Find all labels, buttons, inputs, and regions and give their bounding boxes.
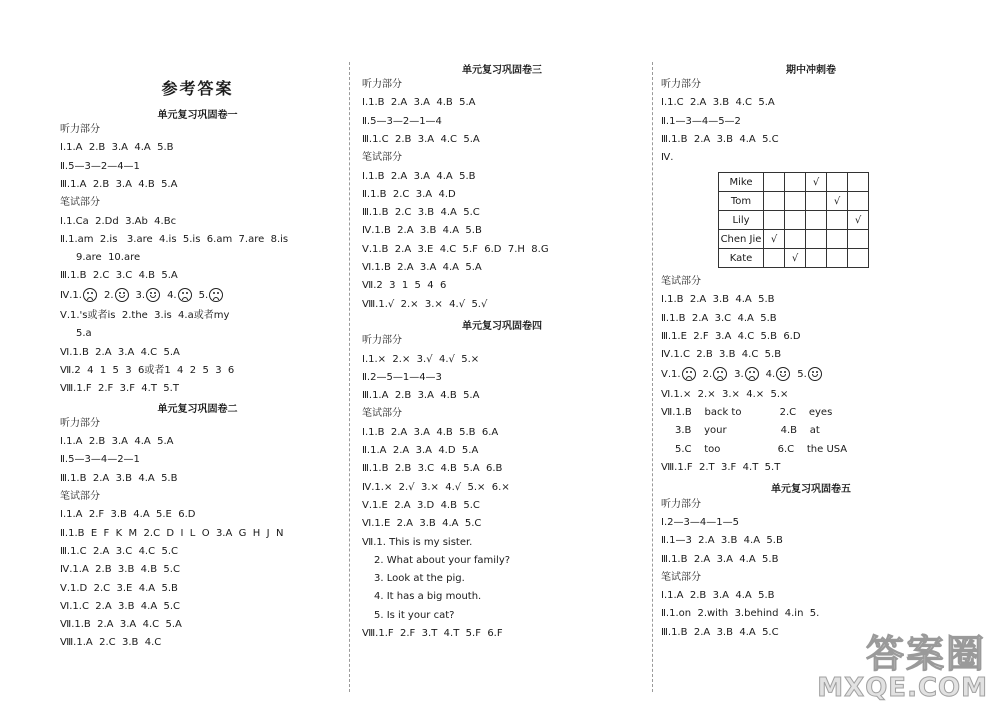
answer-line: Ⅱ.5—3—4—2—1 [60, 454, 140, 466]
matching-grid [718, 172, 869, 268]
answer-line: Ⅲ.1.B 2.C 3.C 4.B 5.A [60, 270, 178, 282]
grid-check-cell [806, 230, 827, 249]
item-number: 3. [135, 289, 146, 301]
grid-check-cell [848, 192, 869, 211]
grid-check-cell [827, 249, 848, 268]
answer-line: Ⅳ.1.C 2.B 3.B 4.C 5.B [661, 349, 782, 361]
answer-line: Ⅱ.1.B E F K M 2.C D I L O 3.A G H J N [60, 527, 284, 539]
answer-line: Ⅴ.1.D 2.C 3.E 4.A 5.B [60, 582, 178, 594]
answer-line: Ⅰ.1.A 2.B 3.A 4.A 5.B [60, 142, 174, 154]
grid-check-cell [764, 192, 785, 211]
answer-line: Ⅷ.1.F 2.F 3.F 4.T 5.T [60, 383, 179, 395]
answer-line: Ⅲ.1.B 2.A 3.A 4.A 5.B [661, 553, 779, 565]
answer-line: 笔试部分 [60, 197, 100, 209]
item-number: 2. [103, 289, 114, 301]
grid-name-cell: Mike [719, 173, 764, 192]
answer-line: Ⅶ.2 4 1 5 3 6或者1 4 2 5 3 6 [60, 364, 235, 376]
answer-line: Ⅲ.1.B 2.B 3.C 4.B 5.A 6.B [362, 463, 503, 475]
section-title: 期中冲刺卷 [786, 65, 836, 76]
item-number: 1. [671, 368, 681, 380]
item-number: 4. [167, 289, 177, 301]
page-title: 参考答案 [161, 79, 234, 98]
grid-check-cell: √ [848, 211, 869, 230]
answer-line: 听力部分 [60, 417, 100, 429]
sad-face-icon [83, 288, 97, 302]
answer-line: 听力部分 [60, 124, 100, 135]
grid-check-cell: √ [827, 192, 848, 211]
sad-face-icon [713, 367, 727, 381]
answer-line: Ⅳ. [661, 152, 674, 164]
grid-check-cell [806, 211, 827, 230]
answer-line: 听力部分 [362, 79, 402, 90]
grid-row [719, 192, 869, 211]
answer-line: Ⅲ.1.E 2.F 3.A 4.C 5.B 6.D [661, 330, 801, 342]
answer-line: Ⅳ.1.B 2.A 3.B 4.A 5.B [362, 225, 482, 237]
item-number: 1. [72, 289, 82, 301]
item-number: 5. [797, 368, 807, 380]
answer-line: Ⅲ.1.C 2.B 3.A 4.C 5.A [362, 133, 480, 145]
faces-answer-line [60, 288, 224, 302]
answer-line: Ⅶ.2 3 1 5 4 6 [362, 280, 447, 292]
grid-name-cell: Lily [719, 211, 764, 230]
answer-line: Ⅲ.1.B 2.A 3.B 4.A 5.C [661, 133, 779, 145]
answer-line: Ⅱ.1.B 2.C 3.A 4.D [362, 188, 456, 200]
answer-line: Ⅵ.1.× 2.× 3.× 4.× 5.× [661, 388, 789, 400]
answer-line: Ⅱ.5—3—2—4—1 [60, 160, 140, 172]
item-number: 2. [702, 368, 713, 380]
column-divider-left [349, 62, 350, 692]
item-number: 3. [734, 368, 744, 380]
answer-line: 听力部分 [661, 79, 701, 90]
grid-check-cell [848, 230, 869, 249]
answer-line: 5.a [76, 328, 92, 340]
answer-line: Ⅱ.1.A 2.A 3.A 4.D 5.A [362, 445, 479, 456]
sad-face-icon [209, 288, 223, 302]
answer-line: Ⅱ.2—5—1—4—3 [362, 371, 442, 383]
answer-line: Ⅱ.1.B 2.A 3.C 4.A 5.B [661, 312, 777, 324]
answer-line: Ⅲ.1.B 2.A 3.B 4.A 5.C [661, 626, 779, 638]
answer-line: Ⅲ.1.A 2.B 3.A 4.B 5.A [362, 390, 480, 402]
answer-line: Ⅶ.1. This is my sister. [362, 536, 473, 548]
answer-line: 5. Is it your cat? [374, 609, 455, 621]
answer-line: 听力部分 [661, 498, 701, 510]
answer-line: Ⅴ.1.E 2.A 3.D 4.B 5.C [362, 499, 480, 511]
sad-face-icon [745, 367, 759, 381]
watermark-url: MXQE.COM [817, 673, 988, 703]
grid-check-cell: √ [764, 230, 785, 249]
grid-row [719, 173, 869, 192]
answer-line: Ⅱ.5—3—2—1—4 [362, 115, 442, 127]
answer-line: Ⅵ.1.E 2.A 3.B 4.A 5.C [362, 518, 482, 530]
question-number: Ⅴ. [661, 368, 672, 380]
question-number: Ⅳ. [60, 289, 73, 301]
section-title: 单元复习巩固卷一 [157, 110, 238, 121]
item-number: 4. [765, 368, 776, 380]
answer-line: Ⅵ.1.B 2.A 3.A 4.A 5.A [362, 262, 482, 273]
answer-line: 笔试部分 [60, 491, 100, 502]
grid-check-cell [764, 249, 785, 268]
watermark [802, 623, 992, 703]
answer-line: Ⅶ.1.B 2.A 3.A 4.C 5.A [60, 619, 182, 631]
column-divider-right [652, 62, 653, 692]
grid-check-cell [764, 173, 785, 192]
sad-face-icon [178, 288, 192, 302]
answer-line: 2. What about your family? [374, 554, 511, 566]
answer-line: 9.are 10.are [76, 252, 141, 264]
answer-line: Ⅰ.1.A 2.B 3.A 4.A 5.A [60, 436, 174, 448]
answer-line: Ⅷ.1.F 2.F 3.T 4.T 5.F 6.F [362, 628, 503, 639]
grid-row [719, 211, 869, 230]
answer-line: Ⅰ.1.B 2.A 3.A 4.B 5.A [362, 97, 476, 109]
answer-line: Ⅰ.1.A 2.B 3.A 4.A 5.B [661, 590, 775, 602]
answer-line: 笔试部分 [661, 571, 701, 583]
answer-line: Ⅰ.1.Ca 2.Dd 3.Ab 4.Bc [60, 215, 177, 227]
grid-name-cell: Chen Jie [719, 230, 764, 249]
answer-line: 5.C too 6.C the USA [675, 443, 848, 455]
grid-check-cell [806, 192, 827, 211]
answer-line: Ⅵ.1.C 2.A 3.B 4.A 5.C [60, 600, 181, 612]
smiley-face-icon [808, 367, 822, 381]
smiley-face-icon [115, 288, 129, 302]
section-title: 单元复习巩固卷二 [157, 403, 238, 415]
grid-check-cell [848, 249, 869, 268]
answer-line: Ⅲ.1.B 2.C 3.B 4.A 5.C [362, 207, 480, 219]
answer-line: Ⅴ.1.'s或者is 2.the 3.is 4.a或者my [60, 310, 230, 321]
grid-check-cell [827, 230, 848, 249]
grid-row [719, 249, 869, 268]
answer-line: 3.B your 4.B at [675, 425, 820, 437]
answer-line: Ⅷ.1.F 2.T 3.F 4.T 5.T [661, 462, 781, 473]
smiley-face-icon [776, 367, 790, 381]
grid-check-cell [785, 173, 806, 192]
answer-line: Ⅰ.2—3—4—1—5 [661, 516, 739, 528]
smiley-face-icon [146, 288, 160, 302]
grid-check-cell: √ [785, 249, 806, 268]
answer-line: Ⅵ.1.B 2.A 3.A 4.C 5.A [60, 346, 180, 358]
answer-line: Ⅱ.1—3—4—5—2 [661, 115, 741, 127]
grid-check-cell [785, 211, 806, 230]
answer-line: 4. It has a big mouth. [374, 591, 482, 603]
answer-line: Ⅶ.1.B back to 2.C eyes [661, 407, 833, 419]
answer-line: Ⅴ.1.B 2.A 3.E 4.C 5.F 6.D 7.H 8.G [362, 243, 549, 255]
answer-line: Ⅰ.1.A 2.F 3.B 4.A 5.E 6.D [60, 509, 196, 521]
sad-face-icon [682, 367, 696, 381]
answer-line: Ⅳ.1.× 2.√ 3.× 4.√ 5.× 6.× [362, 481, 510, 493]
answer-line: Ⅷ.1.√ 2.× 3.× 4.√ 5.√ [362, 298, 488, 310]
answer-line: Ⅰ.1.B 2.A 3.B 4.A 5.B [661, 294, 775, 306]
grid-name-cell: Kate [719, 249, 764, 268]
grid-check-cell [848, 173, 869, 192]
answer-line: Ⅰ.1.C 2.A 3.B 4.C 5.A [661, 97, 775, 109]
answer-line: Ⅲ.1.C 2.A 3.C 4.C 5.C [60, 545, 178, 557]
item-number: 5. [198, 289, 209, 301]
answer-line: 听力部分 [362, 335, 402, 347]
grid-name-cell: Tom [719, 192, 764, 211]
answer-line: Ⅰ.1.B 2.A 3.A 4.A 5.B [362, 170, 476, 182]
answer-line: Ⅲ.1.A 2.B 3.A 4.B 5.A [60, 178, 178, 190]
grid-check-cell [764, 211, 785, 230]
answer-line: 笔试部分 [362, 408, 402, 420]
answer-line: 笔试部分 [362, 152, 402, 164]
faces-answer-line [661, 367, 823, 381]
section-title: 单元复习巩固卷三 [462, 65, 542, 76]
section-title: 单元复习巩固卷四 [462, 320, 542, 332]
answer-line: 3. Look at the pig. [374, 573, 465, 585]
section-title: 单元复习巩固卷五 [771, 484, 851, 496]
answer-line: Ⅰ.1.B 2.A 3.A 4.B 5.B 6.A [362, 426, 499, 438]
answer-line: Ⅰ.1.× 2.× 3.√ 4.√ 5.× [362, 353, 480, 365]
grid-check-cell [806, 249, 827, 268]
grid-check-cell [785, 230, 806, 249]
grid-check-cell [827, 211, 848, 230]
answer-line: Ⅳ.1.A 2.B 3.B 4.B 5.C [60, 564, 180, 576]
grid-check-cell [827, 173, 848, 192]
answer-line: Ⅱ.1—3 2.A 3.B 4.A 5.B [661, 535, 783, 547]
grid-check-cell: √ [806, 173, 827, 192]
answer-line: Ⅱ.1.on 2.with 3.behind 4.in 5. [661, 608, 820, 620]
answer-line: Ⅱ.1.am 2.is 3.are 4.is 5.is 6.am 7.are 8.is [60, 233, 289, 245]
answer-line: 笔试部分 [661, 276, 701, 287]
grid-row [719, 230, 869, 249]
grid-check-cell [785, 192, 806, 211]
answer-line: Ⅷ.1.A 2.C 3.B 4.C [60, 637, 162, 649]
answer-line: Ⅲ.1.B 2.A 3.B 4.A 5.B [60, 472, 178, 484]
watermark-logo: 答案圈 [865, 632, 986, 676]
